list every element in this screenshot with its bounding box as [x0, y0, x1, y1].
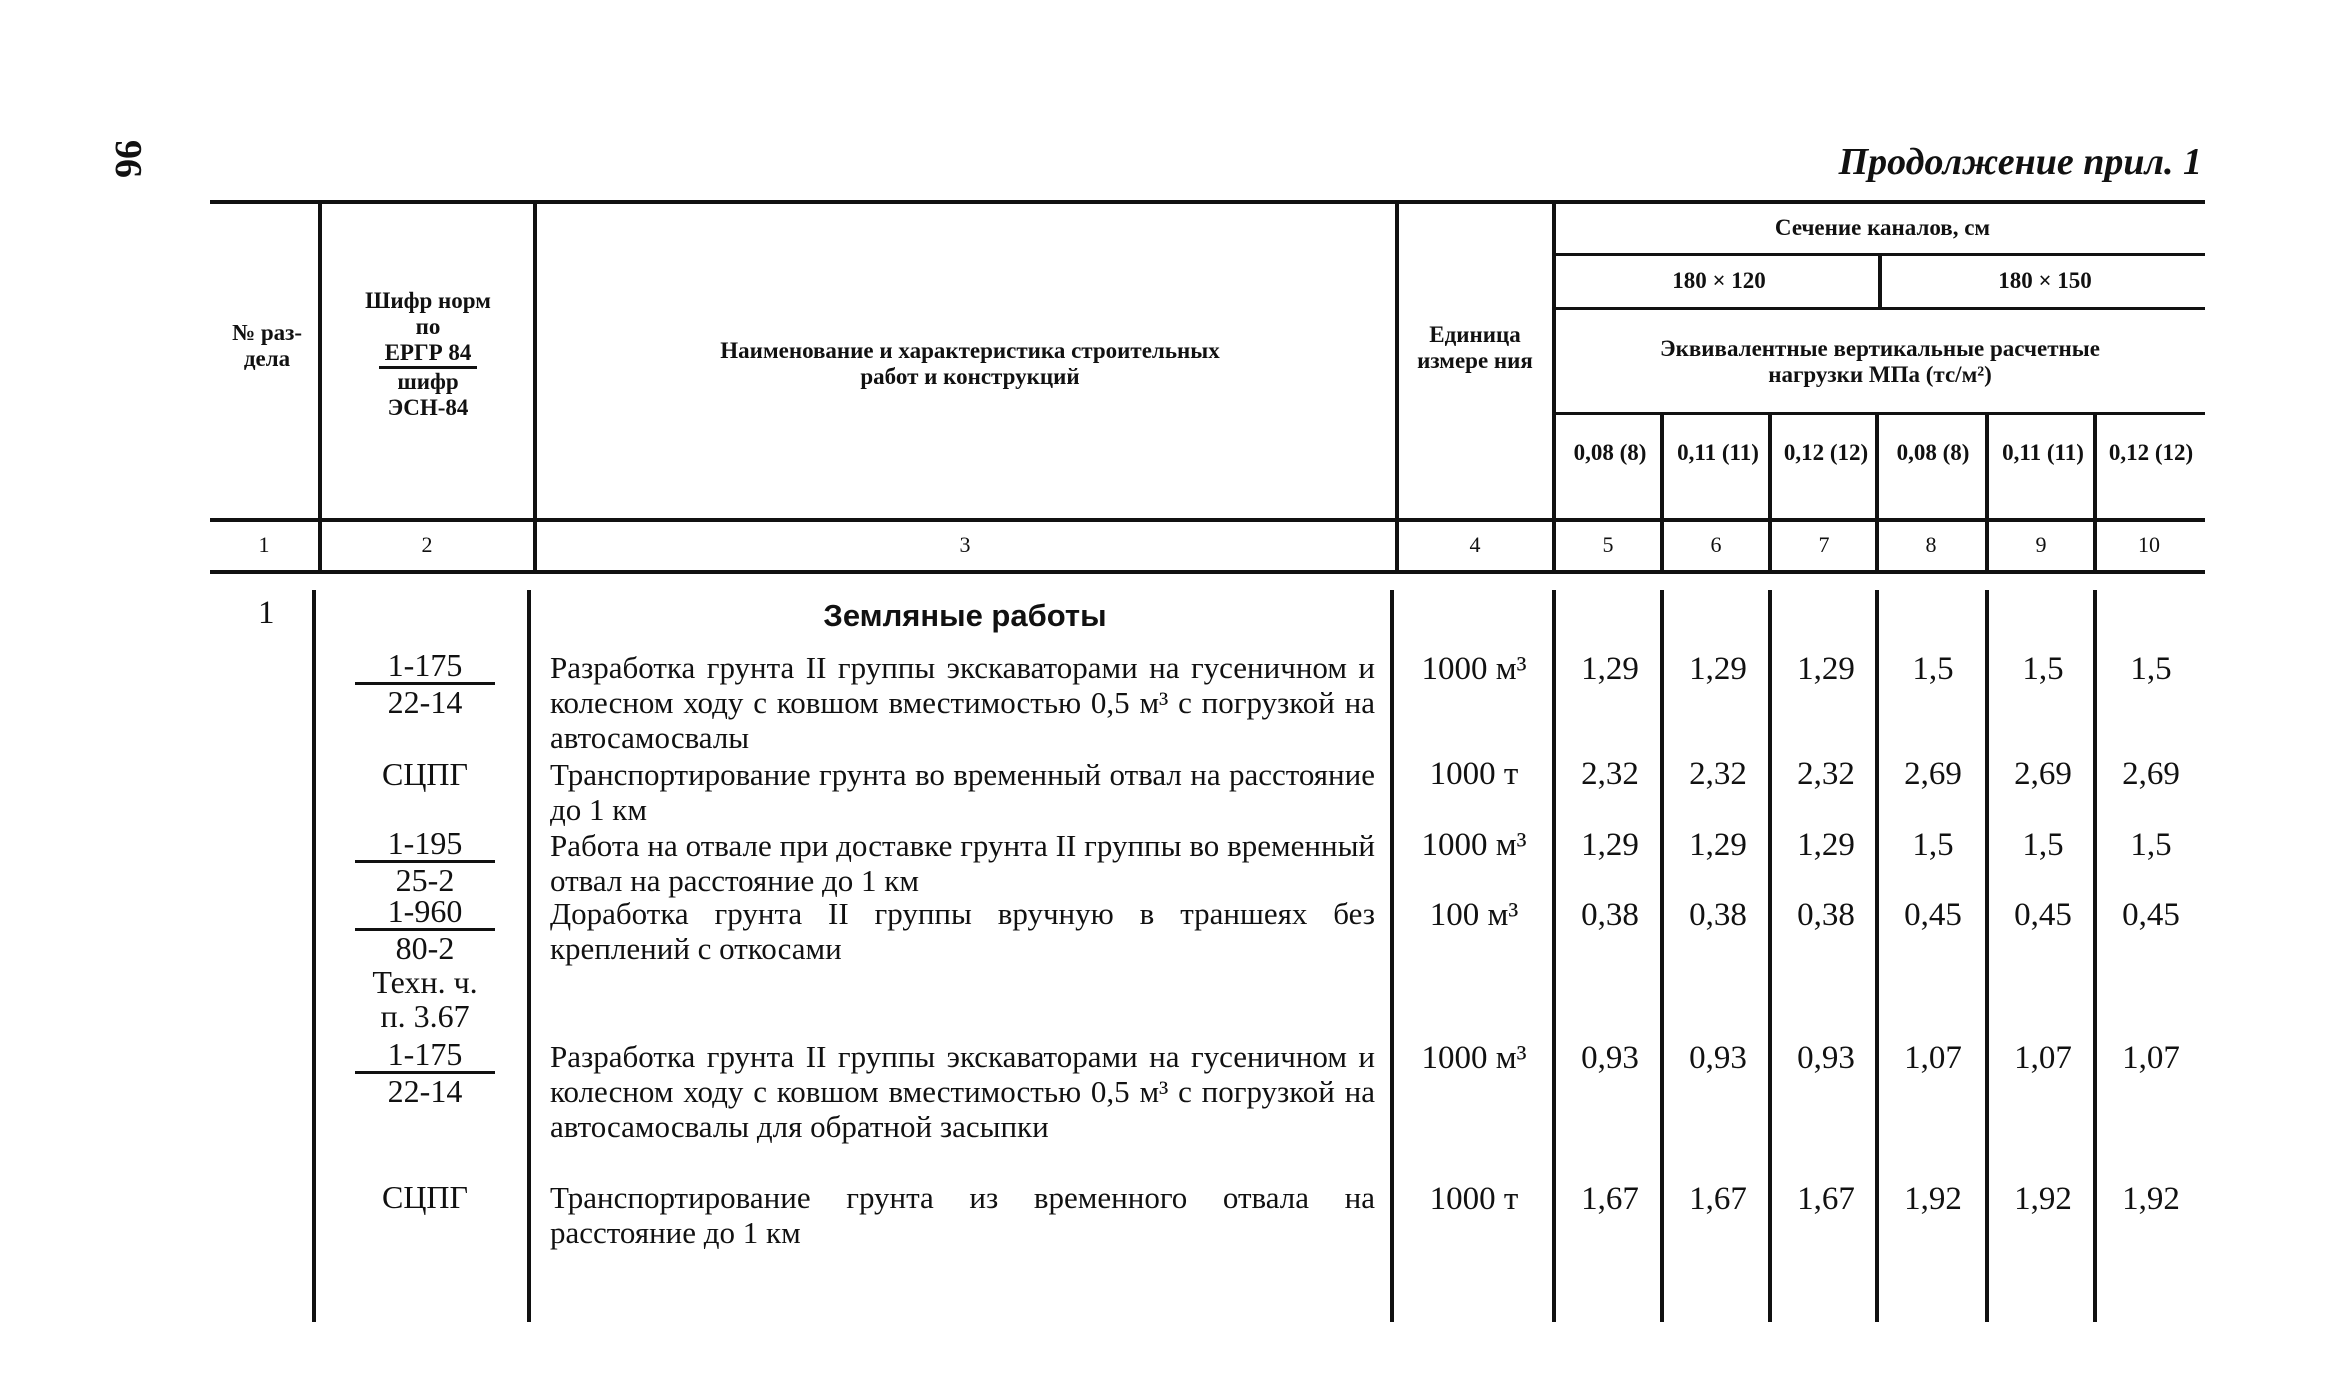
row-5-unit: 1000 м³ — [1421, 1040, 1527, 1076]
row-1-value-5: 1,5 — [2022, 651, 2064, 687]
row-3-unit: 1000 м³ — [1421, 827, 1527, 863]
row-4-code: 1-960 80-2 Техн. ч. п. 3.67 — [355, 894, 495, 1033]
row-4-value-1: 0,38 — [1581, 897, 1639, 933]
header-section-no: № раз- дела — [231, 320, 303, 371]
colnum-10: 10 — [2138, 532, 2160, 557]
load-col-6: 0,12 (12) — [2108, 440, 2194, 465]
row-4-value-4: 0,45 — [1904, 897, 1962, 933]
colnum-7: 7 — [1818, 532, 1830, 557]
row-1-description: Разработка грунта II группы экскаваторами на гусеничном и колесном ходу с ковшом вместимостью 0,5 м³ с погрузкой на автосамосвалы — [550, 650, 1375, 755]
row-3-value-4: 1,5 — [1912, 827, 1954, 863]
row-6-value-2: 1,67 — [1689, 1181, 1747, 1217]
load-col-3: 0,12 (12) — [1783, 440, 1869, 465]
row-1-value-4: 1,5 — [1912, 651, 1954, 687]
body-divider-3 — [1390, 590, 1394, 1322]
row-1-value-6: 1,5 — [2130, 651, 2172, 687]
row-4-description: Доработка грунта II группы вручную в траншеях без креплений с откосами — [550, 896, 1375, 966]
load-col-4: 0,08 (8) — [1896, 440, 1970, 465]
row-3-code: 1-195 25-2 — [355, 826, 495, 897]
row-6-description: Транспортирование грунта из временного отвала на расстояние до 1 км — [550, 1180, 1375, 1250]
row-2-unit: 1000 т — [1429, 756, 1519, 792]
row-4-value-2: 0,38 — [1689, 897, 1747, 933]
row-2-value-6: 2,69 — [2122, 756, 2180, 792]
row-3-value-6: 1,5 — [2130, 827, 2172, 863]
row-2-value-4: 2,69 — [1904, 756, 1962, 792]
col-divider-3 — [1395, 200, 1399, 572]
row-2-code: СЦПГ — [381, 756, 469, 792]
loads-rule — [1555, 412, 2205, 415]
colnum-9: 9 — [2035, 532, 2047, 557]
row-5-value-3: 0,93 — [1797, 1040, 1855, 1076]
row-5-code: 1-175 22-14 — [355, 1037, 495, 1108]
colnum-6: 6 — [1710, 532, 1722, 557]
section-title: Земляные работы — [823, 598, 1107, 633]
table-top-rule — [210, 200, 2205, 204]
load-col-5: 0,11 (11) — [2002, 440, 2084, 465]
body-divider-2 — [527, 590, 531, 1322]
body-divider-8 — [1985, 590, 1989, 1322]
row-1-value-1: 1,29 — [1581, 651, 1639, 687]
row-5-value-1: 0,93 — [1581, 1040, 1639, 1076]
row-2-value-5: 2,69 — [2014, 756, 2072, 792]
row-4-value-6: 0,45 — [2122, 897, 2180, 933]
numbers-bottom-rule — [210, 570, 2205, 574]
row-3-value-2: 1,29 — [1689, 827, 1747, 863]
row-5-value-6: 1,07 — [2122, 1040, 2180, 1076]
colnum-3: 3 — [959, 532, 971, 557]
colnum-1: 1 — [258, 532, 270, 557]
row-2-value-1: 2,32 — [1581, 756, 1639, 792]
header-loads-title: Эквивалентные вертикальные расчетные нагрузки МПа (тс/м²) — [1660, 336, 2100, 387]
row-3-value-5: 1,5 — [2022, 827, 2064, 863]
row-5-value-4: 1,07 — [1904, 1040, 1962, 1076]
row-4-value-3: 0,38 — [1797, 897, 1855, 933]
header-unit: Единица измере ния — [1417, 322, 1533, 373]
row-2-value-2: 2,32 — [1689, 756, 1747, 792]
row-1-value-3: 1,29 — [1797, 651, 1855, 687]
page-number: 96 — [107, 140, 149, 178]
colnum-2: 2 — [421, 532, 433, 557]
col-divider-1 — [318, 200, 322, 572]
row-6-value-4: 1,92 — [1904, 1181, 1962, 1217]
row-4-unit: 100 м³ — [1429, 897, 1519, 933]
colnum-4: 4 — [1469, 532, 1481, 557]
body-divider-1 — [312, 590, 316, 1322]
col-divider-4 — [1552, 200, 1556, 572]
header-group-title: Сечение каналов, см — [1774, 215, 1991, 240]
row-3-value-3: 1,29 — [1797, 827, 1855, 863]
section-number: 1 — [258, 595, 275, 631]
load-col-2: 0,11 (11) — [1677, 440, 1759, 465]
row-5-value-5: 1,07 — [2014, 1040, 2072, 1076]
colnum-8: 8 — [1925, 532, 1937, 557]
row-2-description: Транспортирование грунта во временный отвал на расстояние до 1 км — [550, 757, 1375, 827]
row-6-value-5: 1,92 — [2014, 1181, 2072, 1217]
continuation-title: Продолжение прил. 1 — [1838, 141, 2202, 183]
header-name: Наименование и характеристика строительных работ и конструкций — [720, 338, 1220, 389]
row-6-value-6: 1,92 — [2122, 1181, 2180, 1217]
header-code: Шифр норм по ЕРГР 84 шифр ЭСН-84 — [365, 288, 491, 420]
row-1-unit: 1000 м³ — [1421, 651, 1527, 687]
header-bottom-rule — [210, 518, 2205, 522]
row-3-description: Работа на отвале при доставке грунта II группы во временный отвал на расстояние до 1 км — [550, 828, 1375, 898]
header-subgroup-a: 180 × 120 — [1672, 268, 1766, 293]
row-1-value-2: 1,29 — [1689, 651, 1747, 687]
row-6-value-3: 1,67 — [1797, 1181, 1855, 1217]
load-col-1: 0,08 (8) — [1573, 440, 1647, 465]
row-1-code: 1-175 22-14 — [355, 648, 495, 719]
row-6-value-1: 1,67 — [1581, 1181, 1639, 1217]
header-subgroup-b: 180 × 150 — [1998, 268, 2092, 293]
row-3-value-1: 1,29 — [1581, 827, 1639, 863]
body-divider-4 — [1552, 590, 1556, 1322]
row-4-value-5: 0,45 — [2014, 897, 2072, 933]
row-2-value-3: 2,32 — [1797, 756, 1855, 792]
row-6-unit: 1000 т — [1429, 1181, 1519, 1217]
col-divider-2 — [533, 200, 537, 572]
row-5-value-2: 0,93 — [1689, 1040, 1747, 1076]
row-5-description: Разработка грунта II группы экскаваторами на гусеничном и колесном ходу с ковшом вместимостью 0,5 м³ с погрузкой на автосамосвалы для обратной засыпки — [550, 1039, 1375, 1144]
colnum-5: 5 — [1602, 532, 1614, 557]
row-6-code: СЦПГ — [381, 1179, 469, 1215]
subgroup-divider — [1878, 256, 1882, 308]
